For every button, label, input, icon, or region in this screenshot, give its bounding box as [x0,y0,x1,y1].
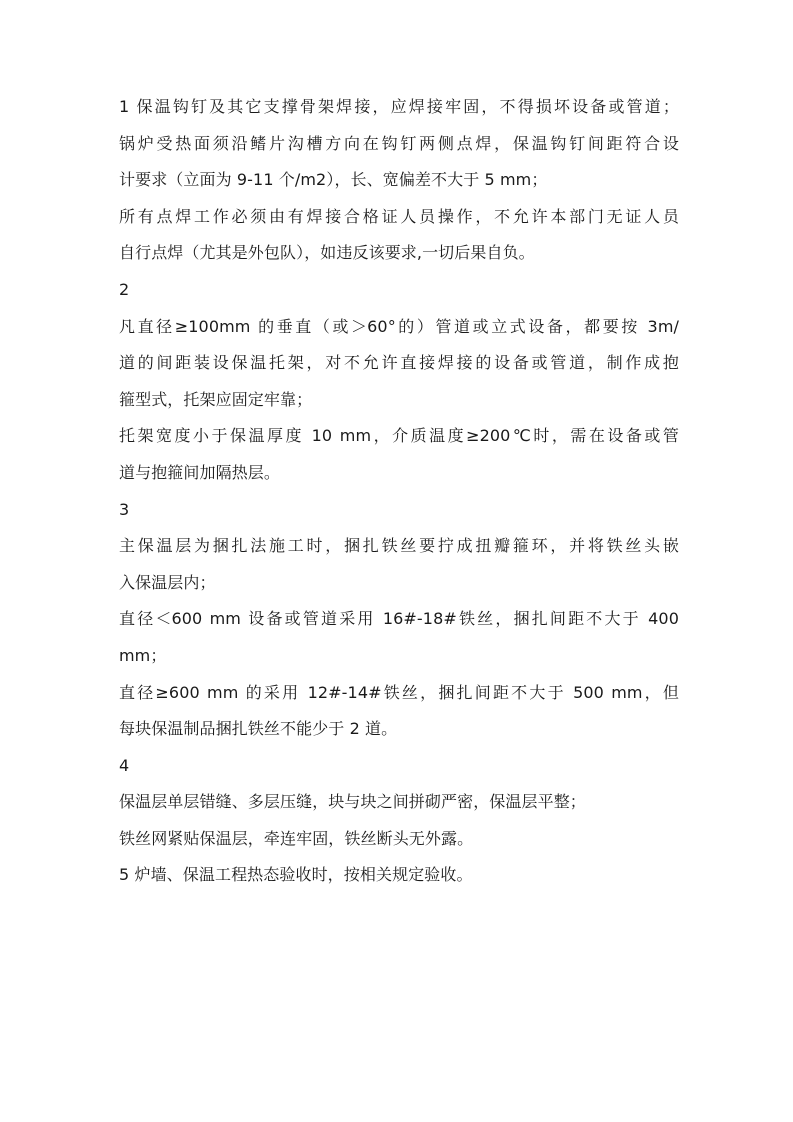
text-line: 直径≥600 mm 的采用 12#-14#铁丝，捆扎间距不大于 500 mm，但 [119,682,679,702]
text-line: 自行点焊（尤其是外包队），如违反该要求,一切后果自负。 [119,243,535,263]
text-line: mm； [119,645,167,665]
text-line: 保温层单层错缝、多层压缝，块与块之间拼砌严密，保温层平整； [119,792,586,812]
text-line: 凡直径≥100mm 的垂直（或＞60°的）管道或立式设备，都要按 3m/ [119,316,679,336]
document-page [119,97,679,902]
text-line: 托架宽度小于保温厚度 10 mm，介质温度≥200℃时，需在设备或管 [119,426,679,446]
section-number: 2 [119,279,130,299]
text-line: 道的间距装设保温托架，对不允许直接焊接的设备或管道，制作成抱 [119,353,679,373]
text-line: 锅炉受热面须沿鳍片沟槽方向在钩钉两侧点焊，保温钩钉间距符合设 [119,133,679,153]
text-line: 道与抱箍间加隔热层。 [119,462,281,482]
text-line: 每块保温制品捆扎铁丝不能少于 2 道。 [119,719,398,739]
text-line: 计要求（立面为 9-11 个/m2），长、宽偏差不大于 5 mm； [119,170,548,190]
text-line: 1 保温钩钉及其它支撑骨架焊接，应焊接牢固，不得损坏设备或管道； [119,97,679,116]
text-line: 所有点焊工作必须由有焊接合格证人员操作，不允许本部门无证人员 [119,206,679,226]
text-line: 直径＜600 mm 设备或管道采用 16#-18#铁丝，捆扎间距不大于 400 [119,609,679,629]
text-line: 箍型式，托架应固定牢靠； [119,389,313,409]
section-number: 4 [119,755,130,775]
text-line: 5 炉墙、保温工程热态验收时，按相关规定验收。 [119,865,473,885]
text-line: 主保温层为捆扎法施工时，捆扎铁丝要拧成扭瓣箍环，并将铁丝头嵌 [119,536,679,556]
text-line: 入保温层内； [119,572,216,592]
section-number: 3 [119,499,130,519]
text-line: 铁丝网紧贴保温层，牵连牢固，铁丝断头无外露。 [119,828,474,848]
